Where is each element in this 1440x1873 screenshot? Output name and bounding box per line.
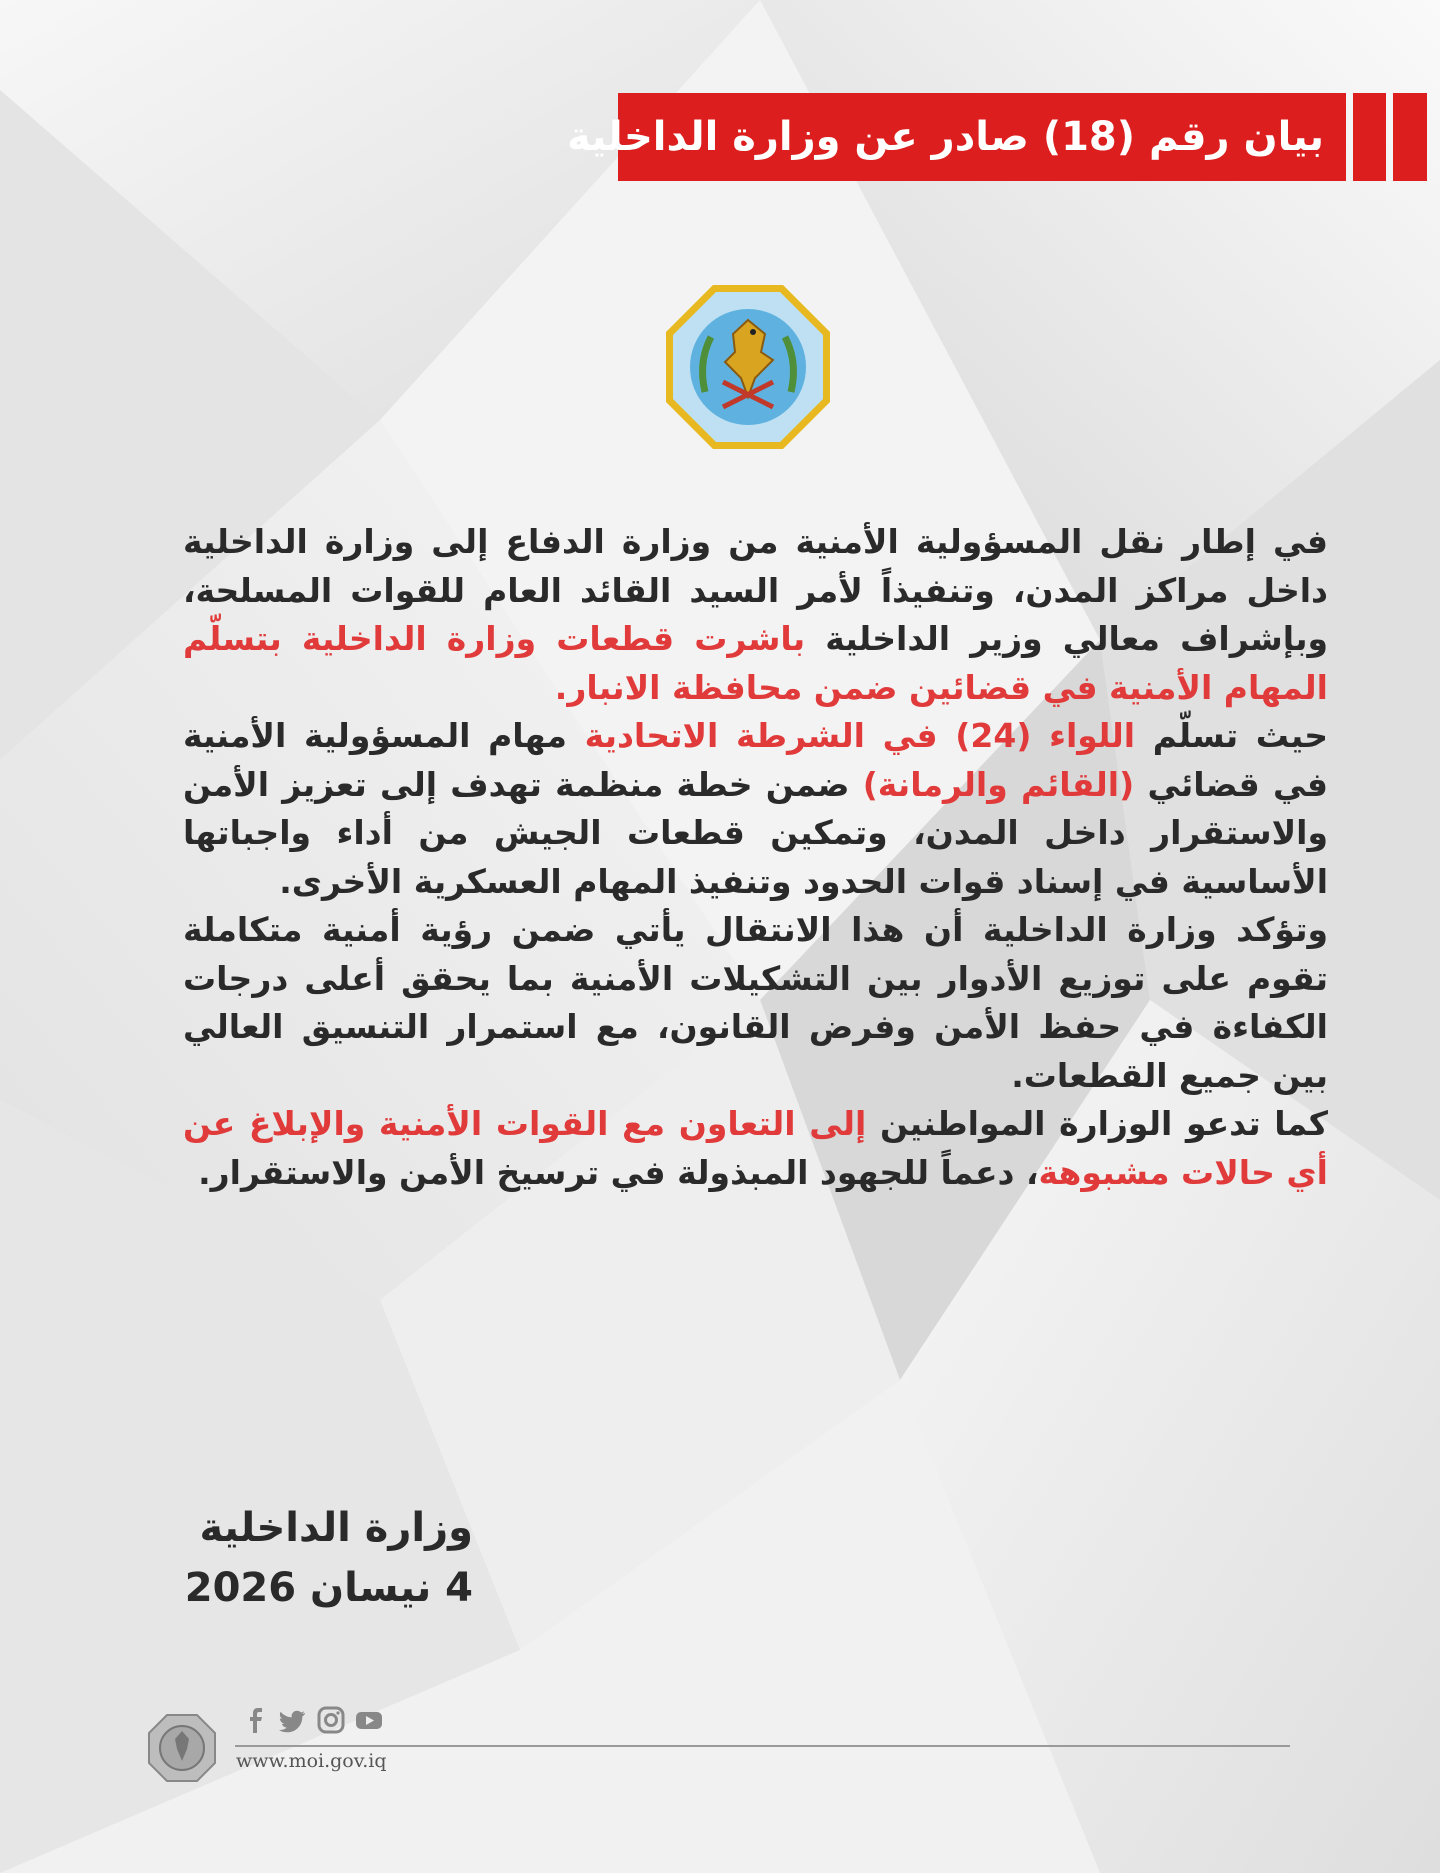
instagram-icon[interactable]: [316, 1705, 346, 1735]
paragraph-1-text: في إطار نقل المسؤولية الأمنية من وزارة الدفاع إلى وزارة الداخلية داخل مراكز المدن، وتنفيذاً لأمر السيد القائد العام للقوات المسلحة، وبإشراف معالي وزير الداخلية: [183, 522, 1328, 658]
paragraph-3: وتؤكد وزارة الداخلية أن هذا الانتقال يأتي ضمن رؤية أمنية متكاملة تقوم على توزيع الأدوار بين التشكيلات الأمنية بما يحقق أعلى درجات الكفاءة في حفظ الأمن وفرض القانون، مع استمرار التنسيق العالي بين جميع القطعات.: [183, 910, 1328, 1095]
title-accent-stripe: [1353, 93, 1386, 181]
title-accent-stripe: [1393, 93, 1427, 181]
paragraph-1: [183, 518, 1328, 712]
twitter-icon[interactable]: [278, 1705, 308, 1735]
signature-org: وزارة الداخلية: [199, 1505, 473, 1551]
title-banner: [567, 93, 1346, 181]
paragraph-4: [183, 1100, 1328, 1197]
paragraph-4-text: ، دعماً للجهود المبذولة في ترسيخ الأمن والاستقرار.: [198, 1152, 1039, 1192]
paragraph-2-highlight-districts: (القائم والرمانة): [862, 764, 1135, 804]
youtube-icon[interactable]: [354, 1705, 384, 1735]
facebook-icon[interactable]: [240, 1705, 270, 1735]
paragraph-1-highlight: باشرت قطعات وزارة الداخلية بتسلّم المهام الأمنية في قضائين ضمن محافظة الانبار.: [183, 619, 1328, 707]
paragraph-4-text: كما تدعو الوزارة المواطنين: [866, 1104, 1328, 1143]
paragraph-2: [183, 712, 1328, 906]
statement-title: بيان رقم (18) صادر عن وزارة الداخلية: [567, 114, 1324, 160]
website-link[interactable]: www.moi.gov.iq: [236, 1750, 387, 1772]
signature-date: 4 نيسان 2026: [184, 1565, 473, 1611]
statement-body: [183, 518, 1328, 1197]
paragraph-2-text: ضمن خطة منظمة تهدف إلى تعزيز الأمن والاستقرار داخل المدن، وتمكين قطعات الجيش من أداء واجباتها الأساسية في إسناد قوات الحدود وتنفيذ المهام العسكرية الأخرى.: [183, 764, 1328, 901]
signature-block: [183, 1498, 473, 1618]
paragraph-2-text: مهام المسؤولية الأمنية في قضائي: [183, 716, 1328, 804]
paragraph-2-text: حيث تسلّم: [1135, 716, 1328, 755]
social-links: [240, 1705, 384, 1735]
paragraph-4-highlight: إلى التعاون مع القوات الأمنية والإبلاغ عن أي حالات مشبوهة: [183, 1104, 1328, 1192]
paragraph-2-highlight-brigade: اللواء (24) في الشرطة الاتحادية: [584, 716, 1136, 755]
footer-divider: [235, 1745, 1290, 1747]
ministry-of-interior-emblem-icon: [663, 282, 833, 452]
footer-seal-icon: [147, 1713, 217, 1783]
